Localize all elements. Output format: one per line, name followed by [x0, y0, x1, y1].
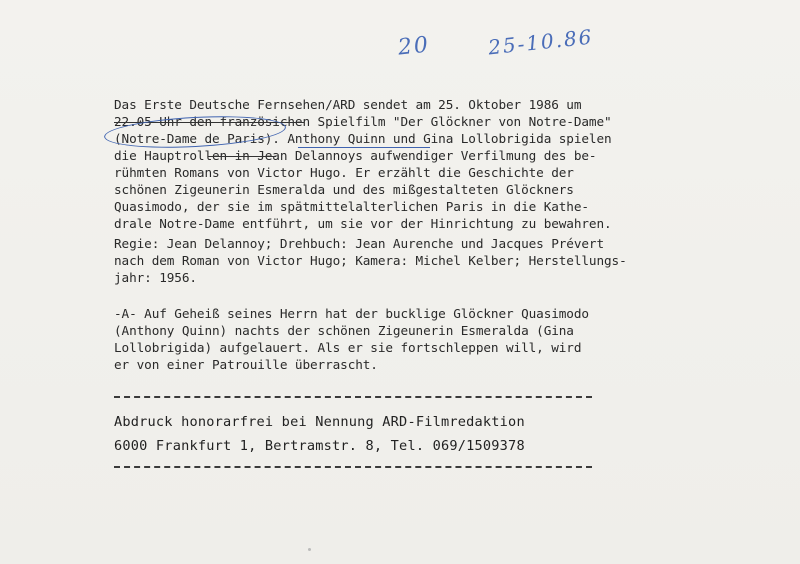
paragraph-line: Regie: Jean Delannoy; Drehbuch: Jean Aurenche und Jacques Prévert: [114, 236, 605, 251]
dashed-divider-top: [114, 396, 592, 398]
paragraph-line: (Notre-Dame de Paris). Anthony Quinn und Gina Lollobrigida spielen: [114, 131, 612, 146]
paragraph-line: nach dem Roman von Victor Hugo; Kamera: Michel Kelber; Herstellungs-: [114, 253, 627, 268]
paragraph-line: Das Erste Deutsche Fernsehen/ARD sendet am 25. Oktober 1986 um: [114, 97, 582, 112]
paragraph-line: drale Notre-Dame entführt, um sie vor der Hinrichtung zu bewahren.: [114, 216, 612, 231]
handwritten-date: 25-10.86: [487, 24, 595, 60]
paragraph-line: er von einer Patrouille überrascht.: [114, 357, 378, 372]
paragraph-line: Quasimodo, der sie im spätmittelalterlichen Paris in die Kathe-: [114, 199, 589, 214]
dashed-divider-bottom: [114, 466, 592, 468]
paragraph-line: rühmten Romans von Victor Hugo. Er erzählt die Geschichte der: [114, 165, 574, 180]
paragraph-line: Lollobrigida) aufgelauert. Als er sie fortschleppen will, wird: [114, 340, 582, 355]
footer-address-line: 6000 Frankfurt 1, Bertramstr. 8, Tel. 069/1509378: [114, 438, 525, 454]
paragraph-line: schönen Zigeunerin Esmeralda und des mißgestalteten Glöckners: [114, 182, 574, 197]
pen-underline-mark: [298, 147, 430, 148]
strikeout-mark: [208, 156, 276, 157]
paragraph-line: jahr: 1956.: [114, 270, 197, 285]
footer-credit-line: Abdruck honorarfrei bei Nennung ARD-Filmredaktion: [114, 414, 525, 430]
paragraph-line: die Hauptrollen in Jean Delannoys aufwendiger Verfilmung des be-: [114, 148, 597, 163]
paragraph-line: -A- Auf Geheiß seines Herrn hat der bucklige Glöckner Quasimodo: [114, 306, 589, 321]
paragraph-line: (Anthony Quinn) nachts der schönen Zigeunerin Esmeralda (Gina: [114, 323, 574, 338]
handwritten-note-left: 20: [396, 32, 432, 61]
paragraph-line: 22.05 Uhr den französichen Spielfilm "Der Glöckner von Notre-Dame": [114, 114, 612, 129]
paper-speck: [308, 548, 311, 551]
